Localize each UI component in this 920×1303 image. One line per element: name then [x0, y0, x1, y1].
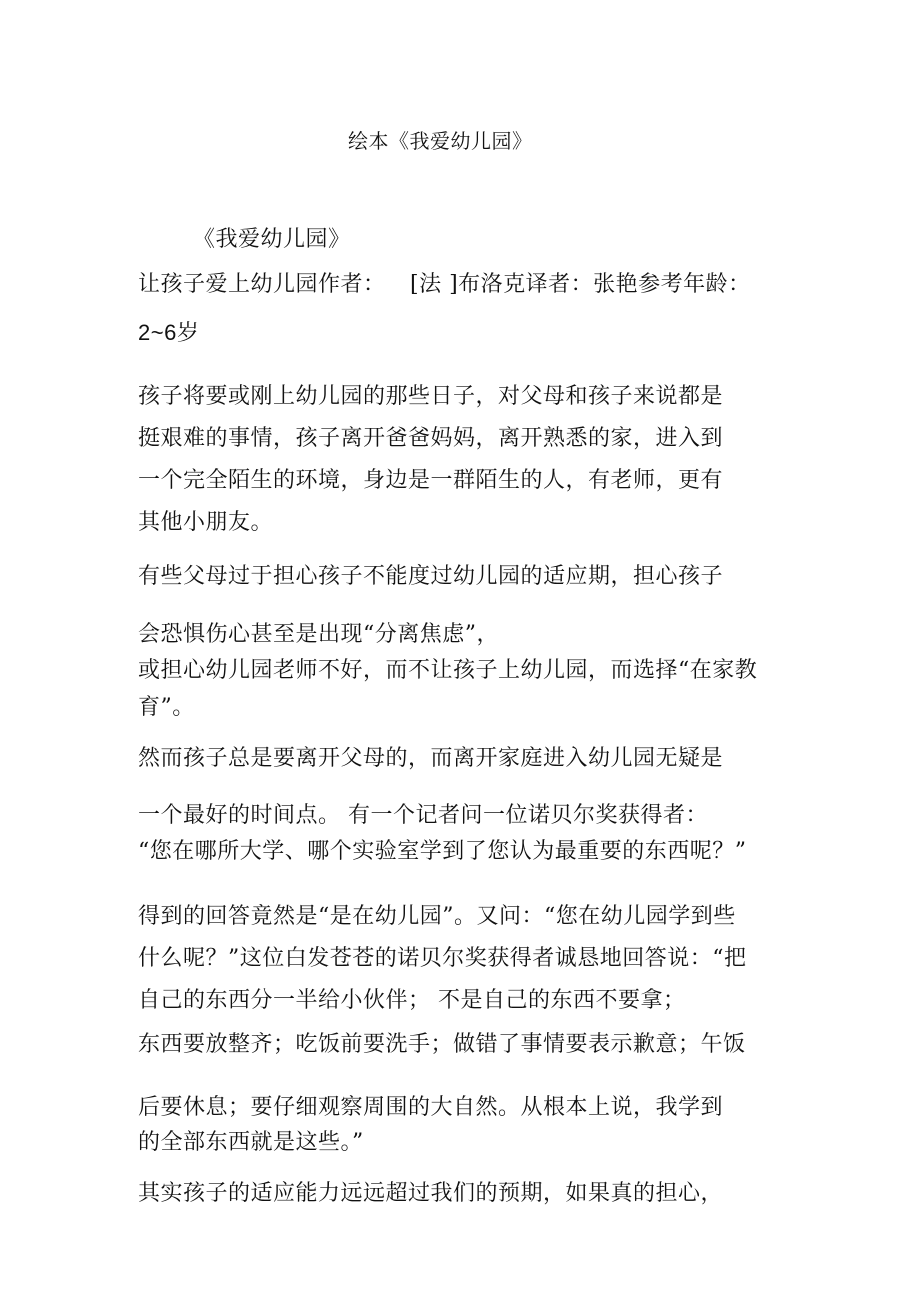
text-line: 挺艰难的事情，孩子离开爸爸妈妈，离开熟悉的家，进入到: [138, 426, 724, 451]
text-line: 一个最好的时间点。 有一个记者问一位诺贝尔奖获得者：: [138, 803, 708, 828]
text-line: 孩子将要或刚上幼儿园的那些日子，对父母和孩子来说都是: [138, 384, 724, 409]
text-line: “您在哪所大学、哪个实验室学到了您认为最重要的东西呢？”: [138, 839, 747, 864]
text-line: 后要休息；要仔细观察周围的大自然。从根本上说，我学到: [138, 1095, 724, 1120]
subtitle-author-label: 让孩子爱上幼儿园作者：: [138, 272, 386, 297]
text-line: 一个完全陌生的环境，身边是一群陌生的人，有老师，更有: [138, 468, 724, 493]
text-line: 有些父母过于担心孩子不能度过幼儿园的适应期，担心孩子: [138, 564, 724, 589]
text-line: 然而孩子总是要离开父母的，而离开家庭进入幼儿园无疑是: [138, 746, 724, 771]
text-line: 或担心幼儿园老师不好，而不让孩子上幼儿园，而选择“在家教: [138, 658, 758, 683]
age-range-number: 2~6: [138, 320, 177, 345]
text-line: 会恐惧伤心甚至是出现“分离焦虑”，: [138, 622, 499, 647]
age-range-unit: 岁: [176, 321, 200, 346]
age-range: [138, 318, 199, 349]
author-translator-info: [法 ]布洛克译者：张艳参考年龄：: [410, 272, 751, 297]
text-line: 其实孩子的适应能力远远超过我们的预期，如果真的担心，: [138, 1181, 724, 1206]
text-line: 其他小朋友。: [138, 510, 274, 535]
text-line: 得到的回答竟然是“是在幼儿园”。又问：“您在幼儿园学到些: [138, 904, 736, 929]
text-line: 的全部东西就是这些。”: [138, 1130, 364, 1155]
document-title: 绘本《我爱幼儿园》: [348, 129, 533, 153]
book-name: 《我爱幼儿园》: [193, 227, 351, 252]
text-line: 自己的东西分一半给小伙伴； 不是自己的东西不要拿；: [138, 988, 686, 1013]
text-line: 东西要放整齐；吃饭前要洗手；做错了事情要表示歉意；午饭: [138, 1032, 746, 1057]
text-line: 什么呢？”这位白发苍苍的诺贝尔奖获得者诚恳地回答说：“把: [138, 946, 747, 971]
text-line: 育”。: [138, 695, 195, 720]
